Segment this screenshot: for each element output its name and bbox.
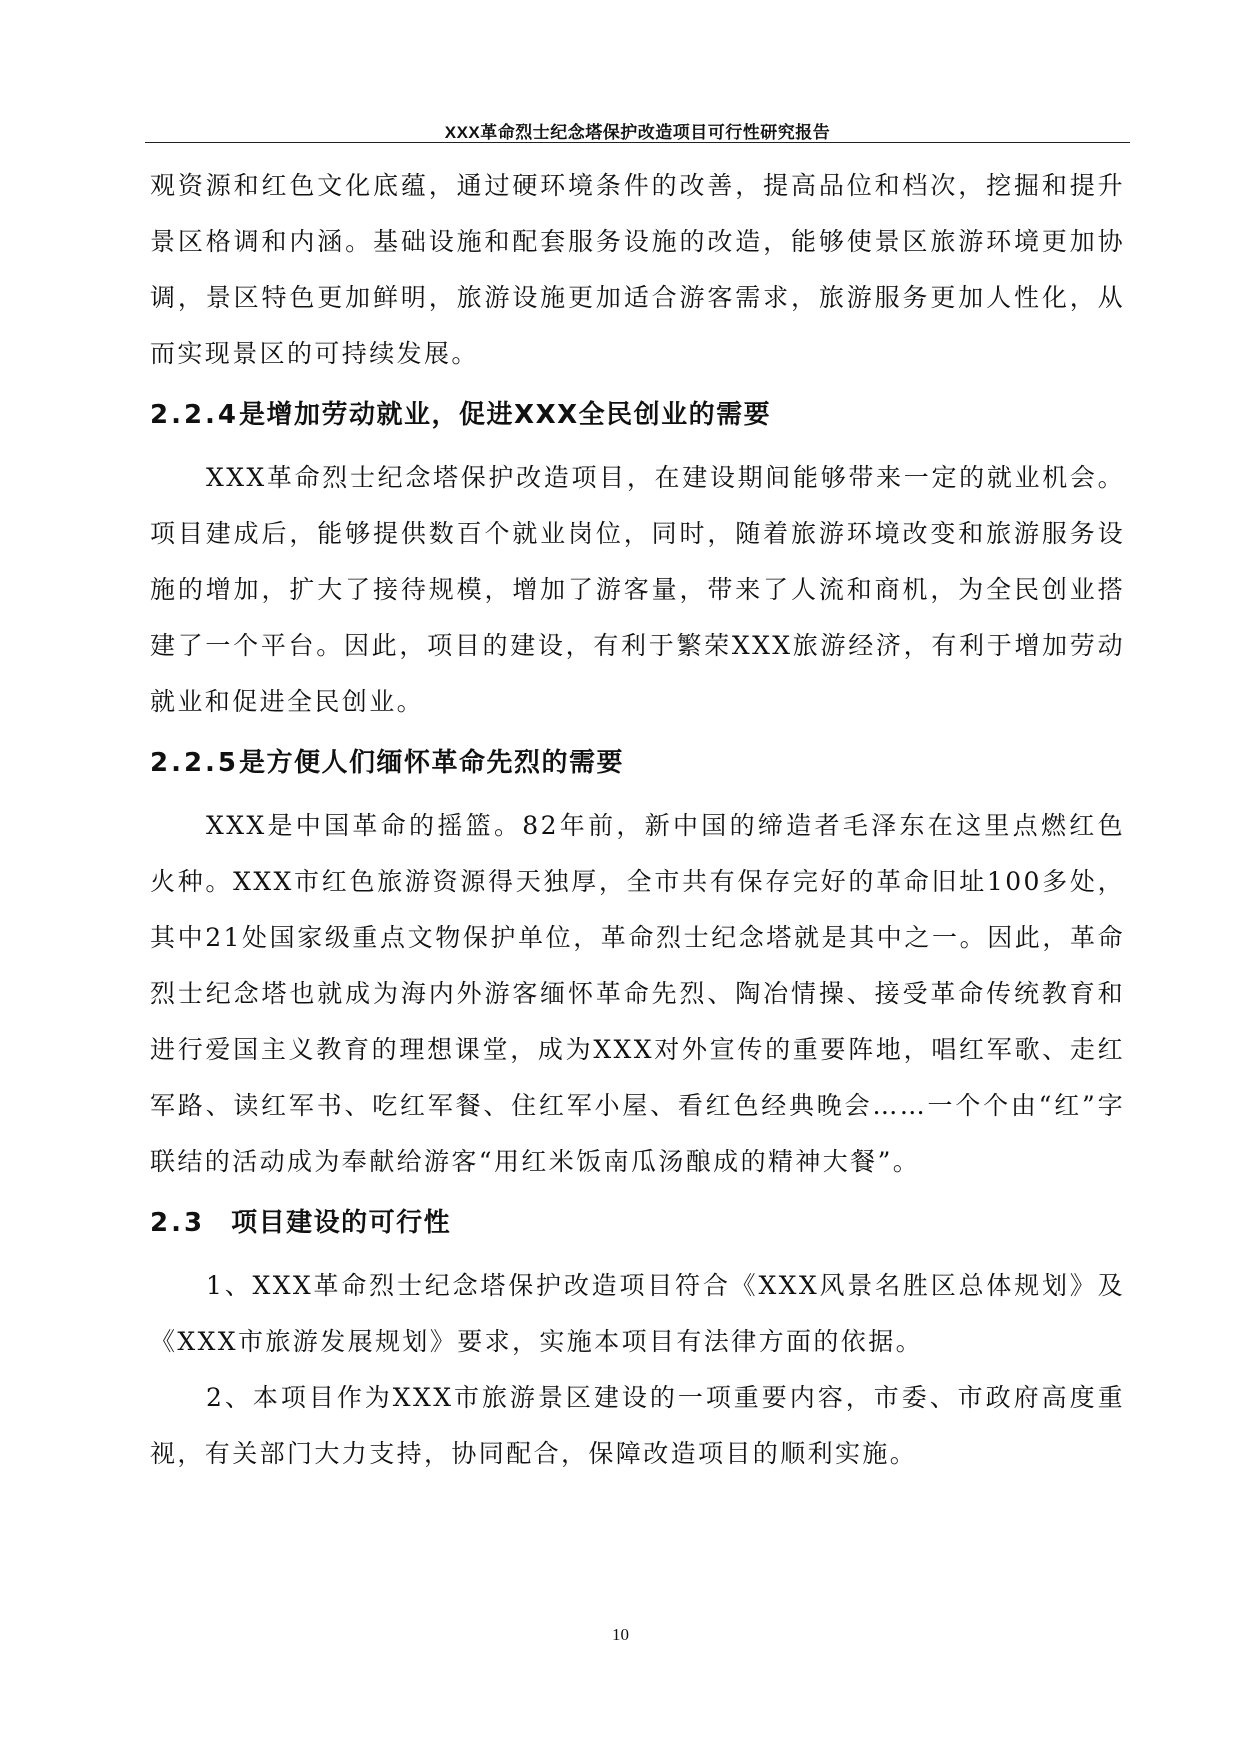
section-2-2-4-paragraph: XXX革命烈士纪念塔保护改造项目，在建设期间能够带来一定的就业机会。项目建成后，能够提供数百个就业岗位，同时，随着旅游环境改变和旅游服务设施的增加，扩大了接待规模，增加了游客量，带来了人流和商机，为全民创业搭建了一个平台。因此，项目的建设，有利于繁荣XXX旅游经济，有利于增加劳动就业和促进全民创业。 <box>150 463 1125 716</box>
document-body <box>150 158 1125 1482</box>
intro-paragraph: 观资源和红色文化底蕴，通过硬环境条件的改善，提高品位和档次，挖掘和提升景区格调和内涵。基础设施和配套服务设施的改造，能够使景区旅游环境更加协调，景区特色更加鲜明，旅游设施更加适合游客需求，旅游服务更加人性化，从而实现景区的可持续发展。 <box>150 171 1125 368</box>
section-number: 2.3 <box>150 1208 206 1238</box>
section-2-3-item-1: 1、XXX革命烈士纪念塔保护改造项目符合《XXX风景名胜区总体规划》及《XXX市旅游发展规划》要求，实施本项目有法律方面的依据。 <box>150 1271 1125 1356</box>
section-heading-2-3 <box>150 1190 1125 1258</box>
section-title: 项目建设的可行性 <box>231 1208 452 1238</box>
section-2-3-item-2: 2、本项目作为XXX市旅游景区建设的一项重要内容，市委、市政府高度重视，有关部门大力支持，协同配合，保障改造项目的顺利实施。 <box>150 1383 1125 1468</box>
section-heading-2-2-5 <box>150 730 1125 798</box>
section-heading-2-2-4 <box>150 382 1125 450</box>
section-number: 2.2.5 <box>150 748 240 778</box>
page-number: 10 <box>612 1625 629 1644</box>
section-2-2-5-paragraph: XXX是中国革命的摇篮。82年前，新中国的缔造者毛泽东在这里点燃红色火种。XXX市红色旅游资源得天独厚，全市共有保存完好的革命旧址100多处，其中21处国家级重点文物保护单位，革命烈士纪念塔就是其中之一。因此，革命烈士纪念塔也就成为海内外游客缅怀革命先烈、陶冶情操、接受革命传统教育和进行爱国主义教育的理想课堂，成为XXX对外宣传的重要阵地，唱红军歌、走红军路、读红军书、吃红军餐、住红军小屋、看红色经典晚会……一个个由“红”字联结的活动成为奉献给游客“用红米饭南瓜汤酿成的精神大餐”。 <box>150 811 1125 1176</box>
header-rule <box>145 142 1130 143</box>
section-title: 是方便人们缅怀革命先烈的需要 <box>239 748 625 778</box>
section-number: 2.2.4 <box>150 400 240 430</box>
section-title: 是增加劳动就业，促进XXX全民创业的需要 <box>239 400 772 430</box>
running-header: XXX革命烈士纪念塔保护改造项目可行性研究报告 <box>444 123 831 142</box>
